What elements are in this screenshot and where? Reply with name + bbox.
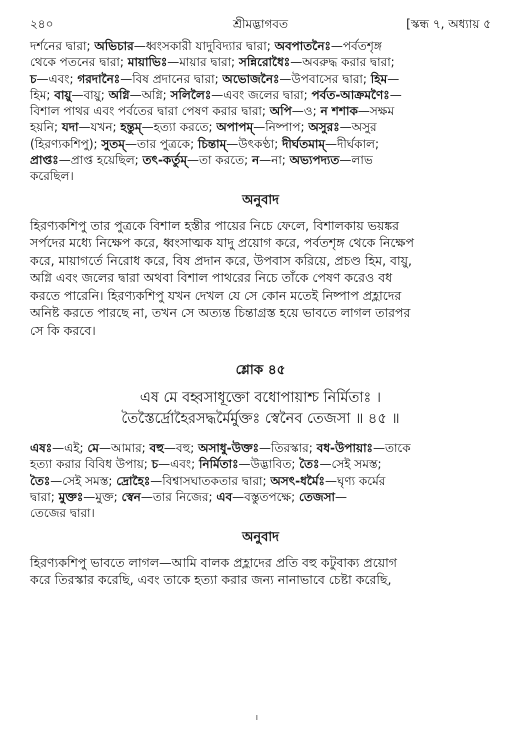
synonym-line: বিশাল পাথর এবং পর্বতের দ্বারা পেষণ করার দ্বারা; অপি—ও; ন শশাক—সক্ষম	[30, 104, 395, 119]
synonym-line: করেছিল।	[30, 169, 74, 184]
translation-line: সে কি করবে।	[30, 322, 96, 338]
page-header	[30, 12, 491, 34]
sloka-heading: শ্লোক ৪৫	[235, 362, 286, 379]
synonym-line: তেজের দ্বারা।	[30, 506, 95, 521]
book-title: শ্রীমদ্ভাগবত	[232, 17, 288, 31]
synonyms-block-1	[30, 38, 491, 185]
footer-mark: ।	[254, 713, 259, 722]
synonyms-block-2	[30, 440, 491, 521]
page-body	[30, 38, 491, 589]
synonym-line: হত্যা করার বিবিধ উপায়; চ—এবং; নির্মিতাঃ—উদ্ভাবিত; তৈঃ—সেই সমস্ত;	[30, 457, 382, 472]
sloka-line: এষ মে বহ্বসাধূক্তো বধোপায়াশ্চ নির্মিতাঃ ।	[139, 390, 382, 407]
synonym-line: হয়নি; যদা—যখন; হন্তুম্—হত্যা করতে; অপাপম্—নিষ্পাপ; অসুরঃ—অসুর	[30, 120, 377, 135]
page-number: ২৪০	[30, 17, 54, 31]
synonym-line: (হিরণ্যকশিপু); সুতম্—তার পুত্রকে; চিন্তাম্—উৎকণ্ঠা; দীর্ঘতমাম্—দীর্ঘকাল;	[30, 136, 380, 151]
synonym-line: তৈঃ—সেই সমস্ত; দ্রোহৈঃ—বিশ্বাসঘাতকতার দ্বারা; অসৎ-ধর্মৈঃ—ঘৃণ্য কর্মের	[30, 473, 386, 488]
synonym-line: দ্বারা; মুক্তঃ—মুক্ত; স্বেন—তার নিজের; এব—বস্তুতপক্ষে; তেজসা—	[30, 490, 348, 505]
translation-line: করে তিরস্কার করেছি, এবং তাকে হত্যা করার জন্য নানাভাবে চেষ্টা করেছি,	[30, 572, 392, 588]
translation-heading-1: অনুবাদ	[242, 192, 279, 208]
translation-line: অনিষ্ট করতে পারছে না, তখন সে অত্যন্ত চিন্তাগ্রস্ত হয়ে ভাবতে লাগল তারপর	[30, 305, 411, 321]
translation-line: হিরণ্যকশিপু ভাবতে লাগল—আমি বালক প্রহ্লাদের প্রতি বহু কটুবাক্য প্রয়োগ	[30, 554, 397, 570]
chapter-reference: [স্কন্ধ ৭, অধ্যায় ৫	[406, 17, 491, 31]
translation-line: অগ্নি এবং জলের দ্বারা অথবা বিশাল পাথরের নিচে তাঁকে পেষণ করেও বধ	[30, 270, 393, 286]
synonym-line: দর্শনের দ্বারা; অভিচার—ধ্বংসকারী যাদুবিদ্যার দ্বারা; অবপাতনৈঃ—পর্বতশৃঙ্গ	[30, 39, 382, 53]
sloka-line: তৈস্তৈর্দ্রোহৈরসদ্ধর্মৈর্মুক্তঃ স্বেনৈব তেজসা ॥ ৪৫ ॥	[121, 411, 400, 428]
translation-block-2	[30, 554, 491, 589]
synonym-line: হিম; বায়ু—বায়ু; অগ্নি—অগ্নি; সলিলৈঃ—এবং জলের দ্বারা; পর্বত-আক্রমণৈঃ—	[30, 87, 402, 102]
synonym-line: প্রাপ্তঃ—প্রাপ্ত হয়েছিল; তৎ-কর্তুম্—তা করতে; ন—না; অভ্যপদ্যত—লাভ	[30, 153, 373, 168]
synonym-line: চ—এবং; গরদানৈঃ—বিষ প্রদানের দ্বারা; অভোজনৈঃ—উপবাসের দ্বারা; হিম—	[30, 71, 400, 86]
translation-line: সর্পদের মধ্যে নিক্ষেপ করে, ধ্বংসাত্মক যাদু প্রয়োগ করে, পর্বতশৃঙ্গ থেকে নিক্ষেপ	[30, 235, 415, 251]
translation-heading-2: অনুবাদ	[242, 529, 279, 545]
synonym-line: থেকে পতনের দ্বারা; মায়াভিঃ—মায়ার দ্বারা; সন্নিরোধৈঃ—অবরুদ্ধ করার দ্বারা;	[30, 55, 395, 70]
synonym-line: এষঃ—এই; মে—আমার; বহু—বহু; অসাধু-উক্তঃ—তিরস্কার; বধ-উপায়াঃ—তাকে	[30, 441, 411, 456]
translation-block-1	[30, 217, 491, 340]
sloka-verse	[30, 388, 491, 430]
translation-line: হিরণ্যকশিপু তার পুত্রকে বিশাল হস্তীর পায়ের নিচে ফেলে, বিশালকায় ভয়ঙ্কর	[30, 217, 400, 233]
translation-line: করে, মায়াগর্তে নিরোধ করে, বিষ প্রদান করে, উপবাস করিয়ে, প্রচণ্ড হিম, বায়ু,	[30, 252, 412, 268]
translation-line: করতে পারেনি। হিরণ্যকশিপু যখন দেখল যে সে কোন মতেই নিষ্পাপ প্রহ্লাদের	[30, 287, 402, 303]
